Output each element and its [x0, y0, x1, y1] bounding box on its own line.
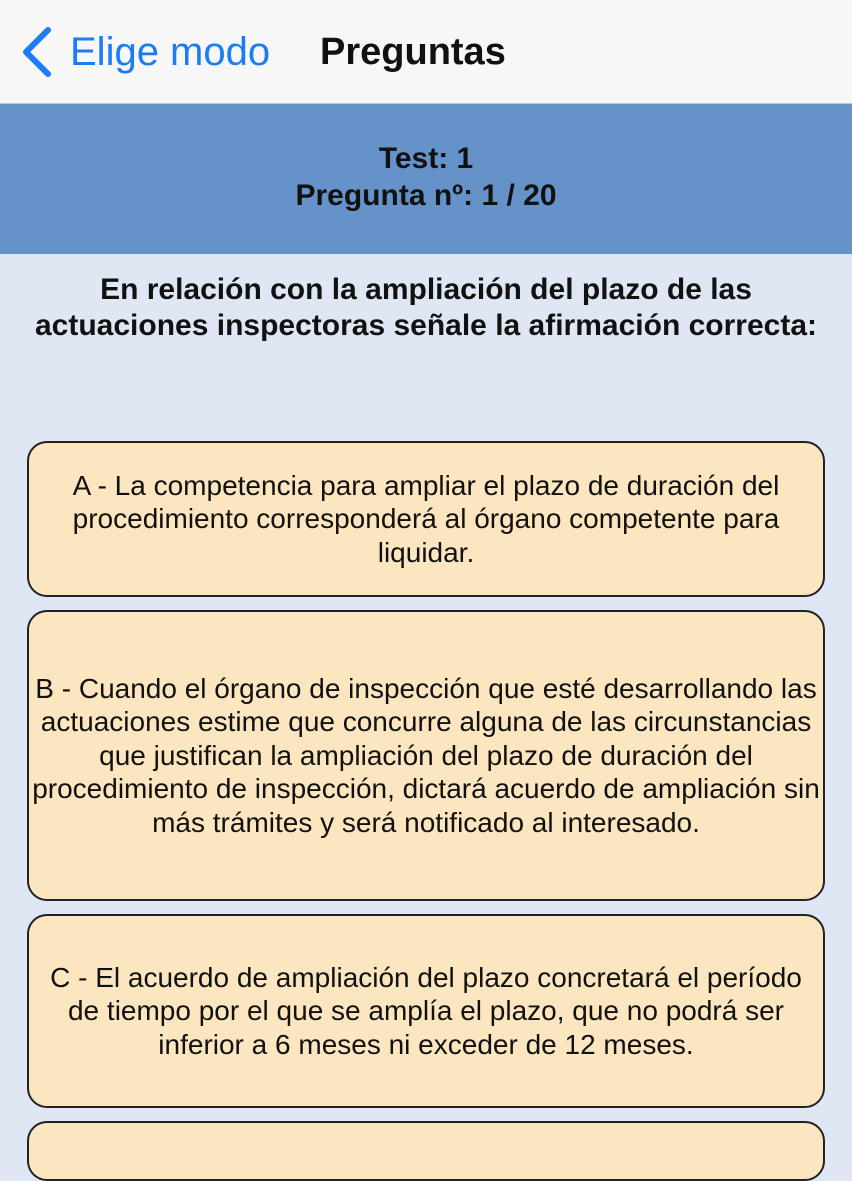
page-title: Preguntas [320, 31, 506, 73]
answer-option-a-text: A - La competencia para ampliar el plazo de duración del procedimiento corresponderá al órgano competente para liquidar. [72, 469, 780, 568]
answer-option-c[interactable] [27, 914, 825, 1108]
question-counter: Pregunta nº: 1 / 20 [295, 179, 557, 212]
answer-option-b-text: B - Cuando el órgano de inspección que esté desarrollando las actuaciones estime que concurre alguna de las circunstancias que justifican la ampliación del plazo de duración del procedimiento de inspección, dictará acuerdo de ampliación sin más trámites y será notificado al interesado. [32, 672, 820, 838]
back-button[interactable] [18, 24, 270, 80]
test-label: Test: 1 [378, 142, 474, 175]
test-info-header [0, 104, 852, 254]
back-button-label: Elige modo [70, 30, 271, 74]
answer-option-d[interactable] [27, 1121, 825, 1181]
question-text: En relación con la ampliación del plazo de las actuaciones inspectoras señale la afirmación correcta: [34, 273, 817, 342]
answer-option-b[interactable] [27, 610, 825, 901]
chevron-left-icon [18, 26, 54, 78]
answer-option-a[interactable] [27, 441, 825, 597]
navigation-bar [0, 0, 852, 104]
answer-option-c-text: C - El acuerdo de ampliación del plazo concretará el período de tiempo por el que se amplía el plazo, que no podrá ser inferior a 6 meses ni exceder de 12 meses. [50, 961, 802, 1060]
